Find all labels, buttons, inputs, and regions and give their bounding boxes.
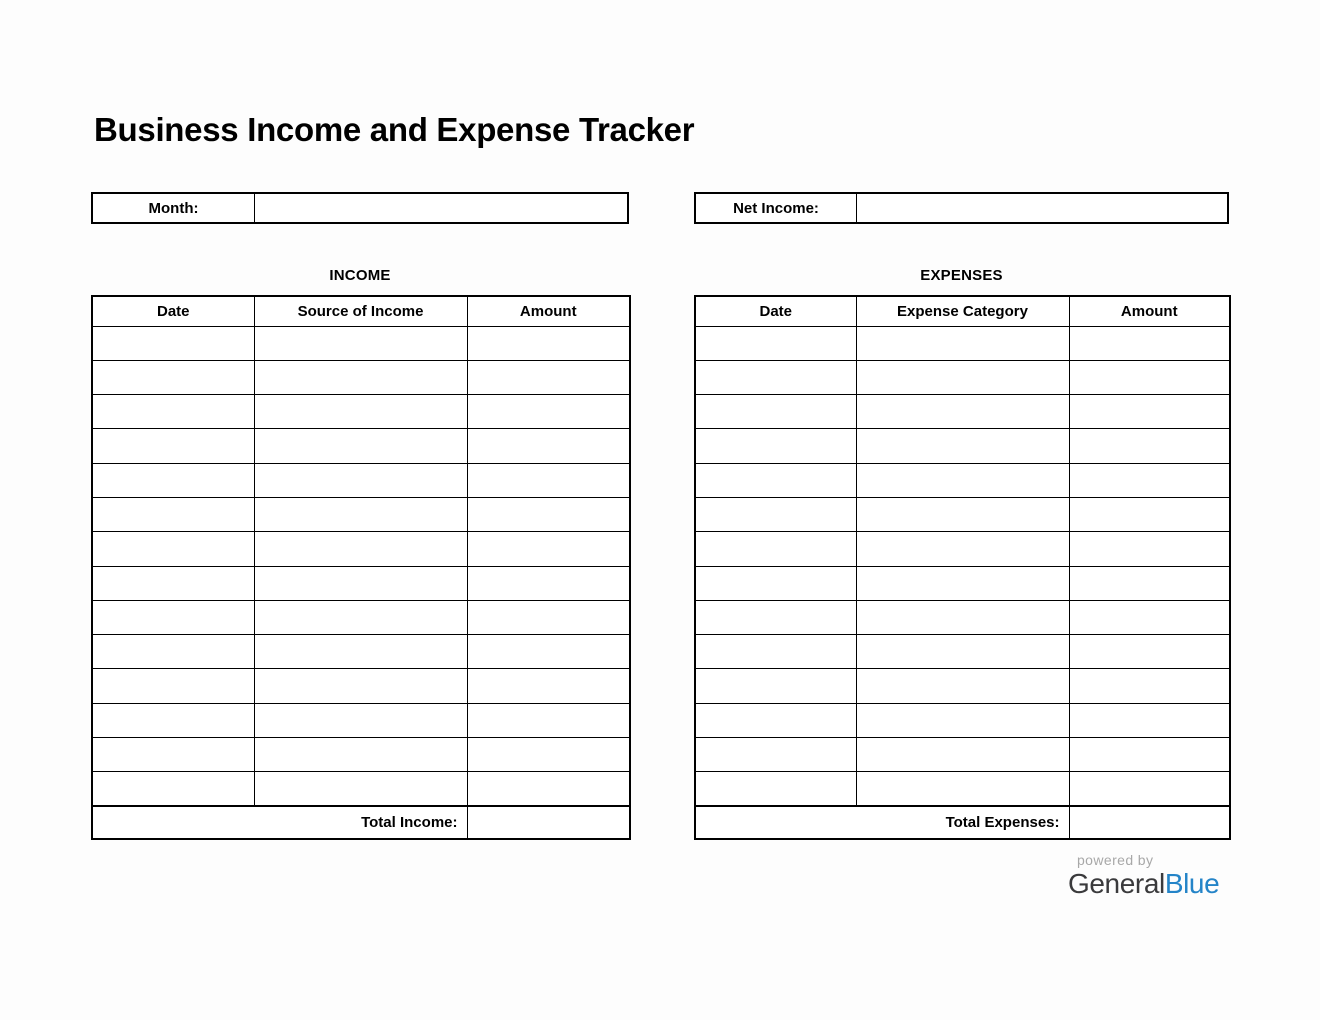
expenses-header-row — [695, 296, 1230, 326]
income-row-source-cell[interactable] — [254, 703, 467, 737]
expenses-row-amount-cell[interactable] — [1069, 738, 1230, 772]
income-row-amount-cell[interactable] — [467, 360, 630, 394]
brand-general-text: General — [1068, 868, 1165, 899]
expenses-row — [695, 738, 1230, 772]
expenses-row-date-cell[interactable] — [695, 326, 856, 360]
expenses-row-amount-cell[interactable] — [1069, 669, 1230, 703]
income-row-amount-cell[interactable] — [467, 497, 630, 531]
expenses-row-category-cell[interactable] — [856, 429, 1069, 463]
income-row-source-cell[interactable] — [254, 669, 467, 703]
income-row-amount-cell[interactable] — [467, 635, 630, 669]
income-row-date-cell[interactable] — [92, 600, 254, 634]
expenses-row-date-cell[interactable] — [695, 463, 856, 497]
expenses-row — [695, 497, 1230, 531]
income-row-source-cell[interactable] — [254, 429, 467, 463]
income-row-amount-cell[interactable] — [467, 395, 630, 429]
expenses-row-category-cell[interactable] — [856, 600, 1069, 634]
expenses-row-amount-cell[interactable] — [1069, 635, 1230, 669]
income-section-title: INCOME — [329, 267, 391, 284]
expenses-row-amount-cell[interactable] — [1069, 703, 1230, 737]
expenses-row-category-cell[interactable] — [856, 463, 1069, 497]
expenses-row-date-cell[interactable] — [695, 566, 856, 600]
income-row — [92, 703, 630, 737]
expenses-row-date-cell[interactable] — [695, 429, 856, 463]
page-title: Business Income and Expense Tracker — [94, 111, 695, 148]
powered-by-text: powered by — [1077, 852, 1154, 868]
income-row-amount-cell[interactable] — [467, 463, 630, 497]
expenses-header-date: Date — [695, 296, 856, 326]
expenses-header-amount: Amount — [1069, 296, 1230, 326]
income-row — [92, 360, 630, 394]
generalblue-logo — [1068, 870, 1238, 898]
expenses-row-amount-cell[interactable] — [1069, 566, 1230, 600]
expenses-row-date-cell[interactable] — [695, 600, 856, 634]
income-row-date-cell[interactable] — [92, 360, 254, 394]
expenses-row-category-cell[interactable] — [856, 635, 1069, 669]
income-row-amount-cell[interactable] — [467, 566, 630, 600]
income-total-label: Total Income: — [92, 806, 467, 839]
net-income-label: Net Income: — [696, 194, 857, 222]
expenses-row — [695, 669, 1230, 703]
expenses-row — [695, 635, 1230, 669]
expenses-row-date-cell[interactable] — [695, 669, 856, 703]
month-label: Month: — [93, 194, 255, 222]
income-row — [92, 429, 630, 463]
income-row-amount-cell[interactable] — [467, 429, 630, 463]
income-row-amount-cell[interactable] — [467, 703, 630, 737]
income-row — [92, 635, 630, 669]
expenses-row-amount-cell[interactable] — [1069, 429, 1230, 463]
expenses-row-amount-cell[interactable] — [1069, 772, 1230, 806]
income-row-amount-cell[interactable] — [467, 532, 630, 566]
expenses-row — [695, 772, 1230, 806]
expenses-row-date-cell[interactable] — [695, 703, 856, 737]
expenses-row-amount-cell[interactable] — [1069, 360, 1230, 394]
income-row-source-cell[interactable] — [254, 360, 467, 394]
expenses-row-category-cell[interactable] — [856, 497, 1069, 531]
income-total-row — [92, 806, 630, 839]
income-row-date-cell[interactable] — [92, 497, 254, 531]
expenses-row-category-cell[interactable] — [856, 360, 1069, 394]
income-row — [92, 395, 630, 429]
income-row-source-cell[interactable] — [254, 532, 467, 566]
income-row-source-cell[interactable] — [254, 395, 467, 429]
income-row — [92, 738, 630, 772]
expenses-row-date-cell[interactable] — [695, 360, 856, 394]
income-row-source-cell[interactable] — [254, 738, 467, 772]
income-row — [92, 600, 630, 634]
income-row-source-cell[interactable] — [254, 326, 467, 360]
expenses-row-amount-cell[interactable] — [1069, 463, 1230, 497]
expenses-row-category-cell[interactable] — [856, 738, 1069, 772]
expenses-row-category-cell[interactable] — [856, 395, 1069, 429]
expenses-row-category-cell[interactable] — [856, 566, 1069, 600]
income-row — [92, 497, 630, 531]
income-row-date-cell[interactable] — [92, 463, 254, 497]
expenses-row — [695, 532, 1230, 566]
income-row-source-cell[interactable] — [254, 463, 467, 497]
income-row — [92, 326, 630, 360]
net-income-field-box — [694, 192, 1229, 224]
expenses-row — [695, 429, 1230, 463]
expenses-table — [694, 295, 1231, 840]
expenses-section-title: EXPENSES — [920, 267, 1003, 284]
income-row — [92, 566, 630, 600]
income-row-date-cell[interactable] — [92, 703, 254, 737]
income-header-date: Date — [92, 296, 254, 326]
expenses-row-category-cell[interactable] — [856, 703, 1069, 737]
expenses-header-category: Expense Category — [856, 296, 1069, 326]
expenses-row — [695, 395, 1230, 429]
expenses-row-category-cell[interactable] — [856, 669, 1069, 703]
income-row-date-cell[interactable] — [92, 429, 254, 463]
expenses-total-row — [695, 806, 1230, 839]
expenses-row-date-cell[interactable] — [695, 738, 856, 772]
income-row-amount-cell[interactable] — [467, 669, 630, 703]
income-row-date-cell[interactable] — [92, 669, 254, 703]
income-row-amount-cell[interactable] — [467, 326, 630, 360]
month-field-box — [91, 192, 629, 224]
income-row-date-cell[interactable] — [92, 326, 254, 360]
brand-blue-text: Blue — [1164, 868, 1220, 899]
expenses-row-date-cell[interactable] — [695, 395, 856, 429]
expenses-row-category-cell[interactable] — [856, 326, 1069, 360]
expenses-row-date-cell[interactable] — [695, 772, 856, 806]
income-header-source: Source of Income — [254, 296, 467, 326]
income-row-date-cell[interactable] — [92, 566, 254, 600]
income-total-value-cell[interactable] — [467, 806, 630, 839]
expenses-row-amount-cell[interactable] — [1069, 532, 1230, 566]
income-header-row — [92, 296, 630, 326]
income-table — [91, 295, 631, 840]
expenses-total-label: Total Expenses: — [695, 806, 1069, 839]
expenses-row-category-cell[interactable] — [856, 532, 1069, 566]
expenses-total-value-cell[interactable] — [1069, 806, 1230, 839]
expenses-row-amount-cell[interactable] — [1069, 497, 1230, 531]
income-row — [92, 669, 630, 703]
month-value-field[interactable] — [255, 194, 627, 222]
expenses-row — [695, 326, 1230, 360]
expenses-row-amount-cell[interactable] — [1069, 326, 1230, 360]
income-row-amount-cell[interactable] — [467, 738, 630, 772]
income-row-date-cell[interactable] — [92, 772, 254, 806]
expenses-row — [695, 360, 1230, 394]
expenses-row-amount-cell[interactable] — [1069, 395, 1230, 429]
income-row-amount-cell[interactable] — [467, 600, 630, 634]
income-row-date-cell[interactable] — [92, 532, 254, 566]
income-row-date-cell[interactable] — [92, 738, 254, 772]
income-row-amount-cell[interactable] — [467, 772, 630, 806]
expenses-row — [695, 600, 1230, 634]
income-row-source-cell[interactable] — [254, 600, 467, 634]
income-row — [92, 772, 630, 806]
expenses-row-amount-cell[interactable] — [1069, 600, 1230, 634]
expenses-row — [695, 463, 1230, 497]
expenses-row-date-cell[interactable] — [695, 532, 856, 566]
expenses-row — [695, 703, 1230, 737]
expenses-row-date-cell[interactable] — [695, 497, 856, 531]
income-row-date-cell[interactable] — [92, 395, 254, 429]
expenses-row-category-cell[interactable] — [856, 772, 1069, 806]
income-row-source-cell[interactable] — [254, 566, 467, 600]
brand-footer — [1068, 853, 1238, 898]
income-row — [92, 532, 630, 566]
expenses-row — [695, 566, 1230, 600]
income-row-source-cell[interactable] — [254, 497, 467, 531]
expenses-row-date-cell[interactable] — [695, 635, 856, 669]
income-row-source-cell[interactable] — [254, 635, 467, 669]
income-row-date-cell[interactable] — [92, 635, 254, 669]
net-income-value-field[interactable] — [857, 194, 1227, 222]
income-header-amount: Amount — [467, 296, 630, 326]
income-row-source-cell[interactable] — [254, 772, 467, 806]
income-row — [92, 463, 630, 497]
